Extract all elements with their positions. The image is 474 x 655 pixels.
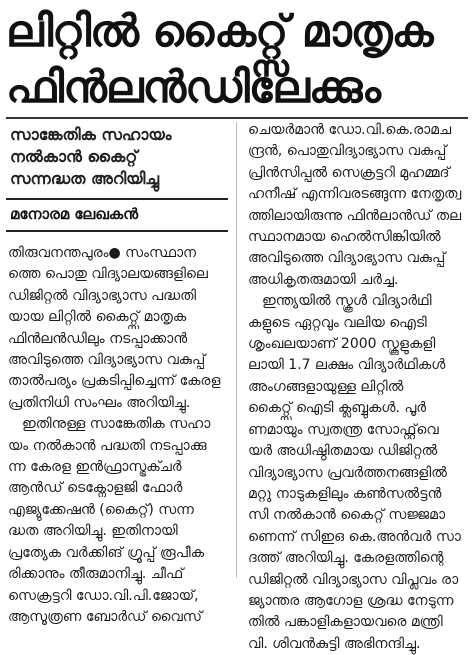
text-line: ലായി 1.7 ലക്ഷം വിദ്യാർഥികൾ — [248, 357, 446, 374]
headline-line-2: ഫിൻലൻഡിലേക്കും — [6, 62, 380, 113]
text-line: ആൻഡ് ടെക്നോളജി ഫോർ — [8, 480, 183, 497]
text-line: ദ്ധത അറിയിച്ചു. ഇതിനായി — [8, 523, 178, 540]
text-line: ശൃംഖലയാണ് 2000 സ്കൂളുകളി — [248, 336, 436, 353]
text-line: ഡിജിറ്റൽ വിദ്യാഭ്യാസ പദ്ധതി — [8, 287, 196, 304]
article-column-left — [8, 243, 226, 628]
headline — [6, 4, 468, 116]
subheadline-line: സന്നദ്ധത അറിയിച്ചു — [10, 169, 160, 188]
text-line: അവിടുത്തെ വിദ്യാഭ്യാസ വകുപ്പ് — [248, 250, 446, 267]
text-line: ഹനീഷ് എന്നിവരടങ്ങുന്ന നേതൃത്വ — [248, 186, 462, 203]
text-line: മറ്റു നാടുകളിലും കൺസൽട്ടൻ — [248, 485, 442, 502]
text-line: ഡിജിറ്റൽ വിദ്യാഭ്യാസ വിപ്ലവം രാ — [248, 571, 459, 588]
text-line: രിക്കാനും തീരുമാനിച്ചു. ചീഫ് — [8, 566, 184, 583]
text-line: വി. ശിവൻകുട്ടി അഭിനന്ദിച്ചു. — [248, 635, 421, 652]
text-line: ത്തിലായിരുന്നു ഫിൻലാൻഡ് തല — [248, 207, 462, 224]
text-line: പ്രതിനിധി സംഘം അറിയിച്ചു. — [8, 394, 191, 411]
headline-divider — [6, 117, 468, 119]
text-line: കളുടെ ഏറ്റവും വലിയ ഐടി — [248, 314, 427, 331]
text-line: യം നൽകാൻ പദ്ധതി നടപ്പാക്കു — [8, 437, 207, 454]
text-line: എജ്യുക്കേഷൻ (കൈറ്റ്) സന്ന — [8, 501, 194, 518]
subheadline-line: സാങ്കേതിക സഹായം — [10, 125, 172, 144]
text-line: ത്തെ പൊതു വിദ്യാലയങ്ങളിലെ — [8, 266, 208, 283]
byline-rule-top — [6, 198, 228, 200]
text-line: അവിടുത്തെ വിദ്യാഭ്യാസ വകുപ്പ് — [8, 352, 206, 369]
text-line: ദത്ത് അറിയിച്ചു. കേരളത്തിന്റെ — [248, 550, 444, 567]
text-line: താൽപര്യം പ്രകടിപ്പിച്ചെന്ന് കേരള — [8, 373, 221, 390]
paragraph — [248, 120, 468, 291]
subheadline — [10, 124, 225, 190]
text-line: കൈറ്റ്സ് ഐടി ക്ലബ്ബുകൾ. പൂർ — [248, 400, 427, 417]
text-line: ചെയർമാൻ ഡോ.വി.കെ.രാമച — [248, 122, 452, 138]
text-line: അധികൃതരുമായി ചർച്ച. — [248, 271, 399, 288]
article-column-right — [248, 120, 468, 655]
text-line: ണമായും സ്വതന്ത്ര സോഫ്റ്റ്‌വെ — [248, 421, 439, 438]
text-line: ണെന്ന് സിഇഒ കെ.അൻവർ സാ — [248, 528, 461, 545]
text-line: പ്രിൻസിപ്പൽ സെക്രട്ടറി മുഹമ്മദ് — [248, 164, 450, 181]
paragraph — [248, 291, 468, 655]
text-line: തിൽ പങ്കാളികളായവരെ മന്ത്രി — [248, 614, 443, 631]
text-line: അംഗങ്ങളായുള്ള ലിറ്റിൽ — [248, 378, 404, 395]
column-divider — [236, 122, 237, 578]
text-line: ഇന്ത്യയിൽ സ്കൂൾ വിദ്യാർഥി — [262, 293, 432, 310]
text-line: യർ അധിഷ്ഠിതമായ ഡിജിറ്റൽ — [248, 443, 438, 460]
text-line: ജ്യാന്തര ആഗോള ശ്രദ്ധ നേടുന്ന — [248, 592, 454, 609]
text-line: സി നൽകാൻ കൈറ്റ് സജ്ജമാ — [248, 507, 446, 524]
subheadline-line: നൽകാൻ കൈറ്റ് — [10, 147, 138, 166]
paragraph — [8, 414, 226, 628]
text-line: ഫിൻലൻഡിലും നടപ്പാക്കാൻ — [8, 330, 188, 347]
text-line: ന്ദ്രൻ, പൊതുവിദ്യാഭ്യാസ വകുപ്പ് — [248, 143, 447, 160]
byline: മനോരമ ലേഖകൻ — [10, 205, 139, 223]
text-line: വിദ്യാഭ്യാസ പ്രവർത്തനങ്ങളിൽ — [248, 464, 447, 481]
text-line: തിരുവനന്തപുരം● സംസ്ഥാന — [8, 245, 197, 261]
text-line: സ്ഥാനമായ ഹെൽസിങ്കിയിൽ — [248, 229, 441, 246]
paragraph — [8, 243, 226, 414]
text-line: യായ ലിറ്റിൽ കൈറ്റ്സ് മാതൃക — [8, 309, 187, 326]
text-line: പ്രത്യേക വർക്കിങ് ഗ്രൂപ്പ് രൂപീക — [8, 544, 205, 561]
text-line: ന്ന കേരള ഇൻഫ്രാസ്ട്രക്ചർ — [8, 459, 182, 476]
text-line: സെക്രട്ടറി ഡോ.വി.പി.ജോയ്, — [8, 587, 199, 604]
text-line: ഇതിനുള്ള സാങ്കേതിക സഹാ — [22, 416, 211, 433]
byline-rule-bottom — [6, 230, 228, 232]
headline-line-1: ലിറ്റിൽ കൈറ്റ്സ് മാതൃക — [6, 6, 433, 57]
text-line: ആസൂത്രണ ബോർഡ് വൈസ് — [8, 608, 202, 625]
